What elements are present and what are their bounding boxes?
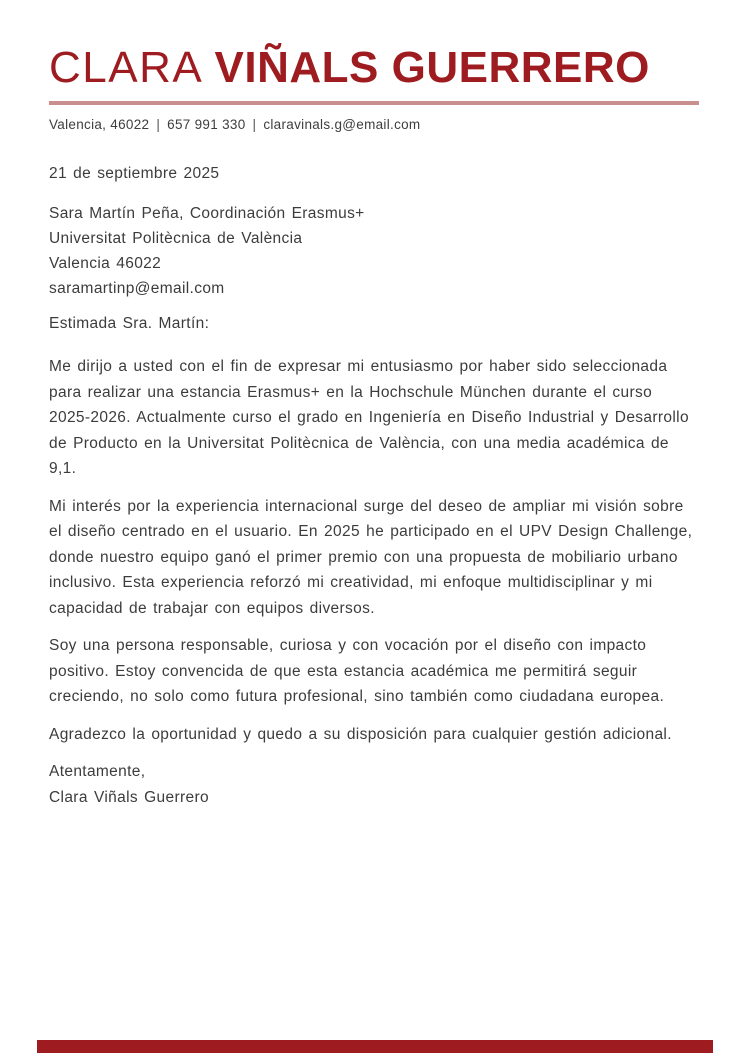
footer-accent-bar bbox=[37, 1040, 713, 1053]
contact-separator: | bbox=[156, 117, 161, 132]
letter-date: 21 de septiembre 2025 bbox=[49, 165, 220, 182]
recipient-email: saramartinp@email.com bbox=[49, 279, 225, 297]
letter-header bbox=[49, 42, 695, 133]
letter-body bbox=[49, 161, 695, 810]
contact-separator: | bbox=[252, 117, 257, 132]
header-last-name: VIÑALS GUERRERO bbox=[214, 43, 650, 92]
paragraph: Me dirijo a usted con el fin de expresar mi entusiasmo por haber sido seleccionada para realizar una estancia Erasmus+ en la Hochschule München durante el curso 2025-2026. Actualmente curso el grado en Ingeniería en Diseño Industrial y Desarrollo de Producto en la Universitat Politècnica de València, con una media académica de 9,1. bbox=[49, 358, 689, 477]
salutation: Estimada Sra. Martín: bbox=[49, 314, 210, 332]
paragraphs bbox=[49, 354, 695, 747]
contact-location: Valencia, 46022 bbox=[49, 117, 150, 132]
paragraph: Mi interés por la experiencia internacional surge del deseo de ampliar mi visión sobre el diseño centrado en el usuario. En 2025 he participado en el UPV Design Challenge, donde nuestro equipo ganó el primer premio con una propuesta de mobiliario urbano inclusivo. Esta experiencia reforzó mi creatividad, mi enfoque multidisciplinar y mi capacidad de trabajar con equipos diversos. bbox=[49, 497, 693, 617]
header-first-name: CLARA bbox=[49, 43, 201, 92]
paragraph: Soy una persona responsable, curiosa y con vocación por el diseño con impacto positivo. Estoy convencida de que esta estancia académica me permitirá seguir creciendo, no solo como futura profesional, sino también como ciudadana europea. bbox=[49, 637, 665, 705]
recipient-block bbox=[49, 201, 695, 301]
page-title bbox=[49, 42, 695, 94]
closing-block bbox=[49, 759, 695, 810]
recipient-name: Sara Martín Peña, Coordinación Erasmus+ bbox=[49, 204, 365, 222]
recipient-organization: Universitat Politècnica de València bbox=[49, 229, 303, 247]
letter-content bbox=[0, 42, 750, 810]
recipient-city: Valencia 46022 bbox=[49, 254, 162, 272]
closing-phrase: Atentamente, bbox=[49, 763, 146, 780]
contact-line bbox=[49, 116, 695, 133]
paragraph: Agradezco la oportunidad y quedo a su disposición para cualquier gestión adicional. bbox=[49, 725, 672, 743]
header-divider bbox=[49, 101, 699, 105]
contact-email: claravinals.g@email.com bbox=[263, 117, 421, 132]
signature-name: Clara Viñals Guerrero bbox=[49, 788, 209, 806]
contact-phone: 657 991 330 bbox=[167, 117, 246, 132]
